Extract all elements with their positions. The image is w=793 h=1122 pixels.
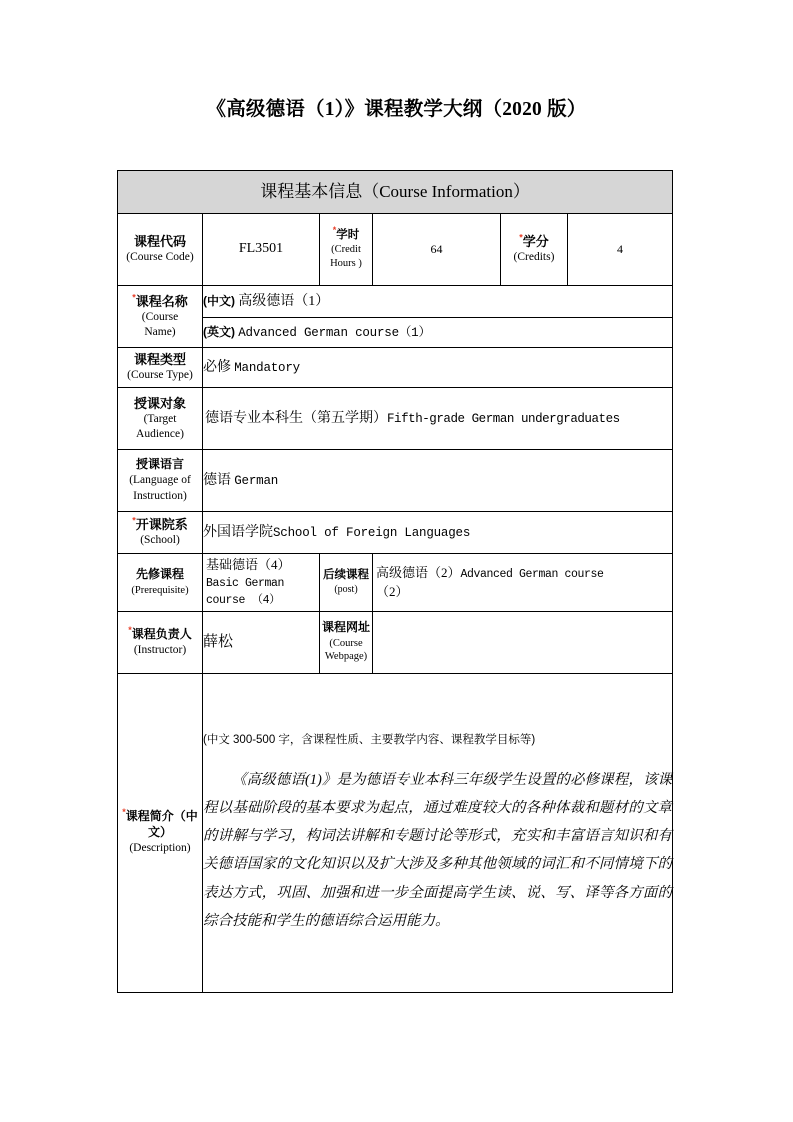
value-target-audience	[203, 388, 673, 450]
value-school	[203, 512, 673, 554]
label-course-name	[118, 286, 203, 348]
course-type-cn: 必修	[203, 359, 231, 375]
table-header-row	[118, 171, 673, 214]
label-course-name-en-line1: (Course	[141, 310, 179, 323]
required-marker-icon: *	[332, 225, 337, 236]
prerequisite-en: Basic German course （4）	[206, 576, 285, 608]
table-header-cell	[118, 171, 673, 214]
description-note: (中文 300-500 字，含课程性质、主要教学内容、课程教学目标等)	[203, 733, 536, 746]
table-row	[118, 554, 673, 612]
label-post-course-en: (post)	[334, 584, 358, 596]
label-description	[118, 673, 203, 992]
post-course-cn2: （2）	[376, 583, 409, 599]
label-language-cn: 授课语言	[135, 457, 184, 472]
label-target-audience-en-line2: Audience)	[136, 428, 184, 441]
label-target-audience	[118, 388, 203, 450]
value-credits: 4	[568, 214, 673, 286]
label-credits	[501, 214, 568, 286]
value-prerequisite	[203, 554, 320, 612]
required-marker-icon: *	[132, 292, 136, 303]
label-course-code-en: (Course Code)	[126, 251, 194, 264]
label-credit-hours-cn: 学时	[336, 229, 360, 242]
label-prerequisite	[118, 554, 203, 612]
label-course-type-en: (Course Type)	[127, 369, 193, 382]
post-course-en: Advanced German course	[460, 568, 604, 582]
table-header-en: （Course Information）	[362, 181, 530, 201]
label-target-audience-en-line1: (Target	[143, 412, 177, 425]
course-name-cn-value: 高级德语（1）	[238, 293, 330, 309]
value-course-name-cn	[203, 286, 673, 318]
school-en: School of Foreign Languages	[273, 525, 471, 540]
label-course-webpage-en-line1: (Course	[329, 637, 363, 649]
course-name-cn-tag: (中文)	[203, 293, 235, 308]
label-course-name-en-line2: Name)	[144, 326, 176, 339]
label-course-name-cn: 课程名称	[135, 293, 188, 309]
course-name-en-value: Advanced German course（1）	[238, 326, 431, 341]
value-description	[203, 673, 673, 992]
label-credits-cn: 学分	[522, 234, 549, 250]
table-row	[118, 450, 673, 512]
target-audience-en: Fifth-grade German undergraduates	[387, 411, 620, 426]
table-row	[118, 512, 673, 554]
label-course-type	[118, 348, 203, 388]
label-credit-hours-en: (Credit Hours )	[330, 244, 362, 270]
page-title: 《高级德语（1）》课程教学大纲（2020 版）	[206, 99, 587, 120]
table-row	[118, 388, 673, 450]
label-school-cn: 开课院系	[135, 517, 188, 533]
label-language-en-line1: (Language of	[129, 474, 191, 487]
course-type-en: Mandatory	[234, 360, 300, 375]
label-instructor	[118, 611, 203, 673]
label-language	[118, 450, 203, 512]
label-course-code-cn: 课程代码	[133, 234, 186, 250]
target-audience-cn: 德语专业本科生（第五学期）	[205, 410, 387, 426]
value-language	[203, 450, 673, 512]
value-course-type	[203, 348, 673, 388]
label-target-audience-cn: 授课对象	[133, 395, 186, 411]
required-marker-icon: *	[519, 233, 523, 243]
label-school-en: (School)	[140, 534, 180, 547]
table-row	[118, 214, 673, 286]
label-description-en: (Description)	[129, 842, 191, 855]
label-credit-hours	[320, 214, 373, 286]
value-instructor: 薛松	[203, 611, 320, 673]
label-course-code	[118, 214, 203, 286]
label-course-webpage	[320, 611, 373, 673]
label-course-webpage-cn: 课程网址	[321, 620, 370, 635]
value-credit-hours: 64	[373, 214, 501, 286]
label-description-cn: 课程简介（中文）	[125, 809, 198, 840]
label-post-course-cn: 后续课程	[323, 569, 369, 582]
value-course-name-en	[203, 318, 673, 348]
prerequisite-cn: 基础德语（4）	[206, 557, 291, 572]
post-course-cn: 高级德语（2）	[376, 565, 461, 581]
language-en: German	[234, 473, 279, 488]
value-course-webpage	[373, 611, 673, 673]
table-row	[118, 673, 673, 992]
label-course-type-cn: 课程类型	[133, 352, 186, 368]
language-cn: 德语	[203, 472, 231, 488]
value-course-code: FL3501	[203, 214, 320, 286]
table-row	[118, 611, 673, 673]
table-row	[118, 286, 673, 318]
label-prerequisite-en: (Prerequisite)	[131, 584, 189, 596]
required-marker-icon: *	[122, 807, 126, 818]
label-post-course	[320, 554, 373, 612]
label-instructor-en: (Instructor)	[133, 643, 187, 656]
table-row	[118, 348, 673, 388]
label-credits-en: (Credits)	[513, 251, 555, 264]
course-name-en-tag: (英文)	[203, 325, 235, 340]
label-language-en-line2: Instruction)	[133, 489, 187, 502]
value-post-course	[373, 554, 673, 612]
label-prerequisite-cn: 先修课程	[135, 567, 184, 582]
required-marker-icon: *	[128, 624, 132, 635]
description-body: 《高级德语(1)》是为德语专业本科三年级学生设置的必修课程，该课程以基础阶段的基本要求为起点，通过难度较大的各种体裁和题材的文章的讲解与学习，构词法讲解和专题讨论等形式，充实和丰富语言知识和有关德语国家的文化知识以及扩大涉及多种其他领域的词汇和不同情境下的表达方式，巩固、加强和进一步全面提高学生读、说、写、译等各方面的综合技能和学生的德语综合运用能力。	[203, 771, 673, 930]
label-school	[118, 512, 203, 554]
required-marker-icon: *	[132, 516, 136, 526]
course-information-table	[117, 170, 673, 993]
table-header-cn: 课程基本信息	[260, 181, 363, 201]
label-course-webpage-en-line2: Webpage)	[324, 651, 368, 663]
school-cn: 外国语学院	[203, 524, 273, 540]
label-instructor-cn: 课程负责人	[131, 626, 192, 641]
